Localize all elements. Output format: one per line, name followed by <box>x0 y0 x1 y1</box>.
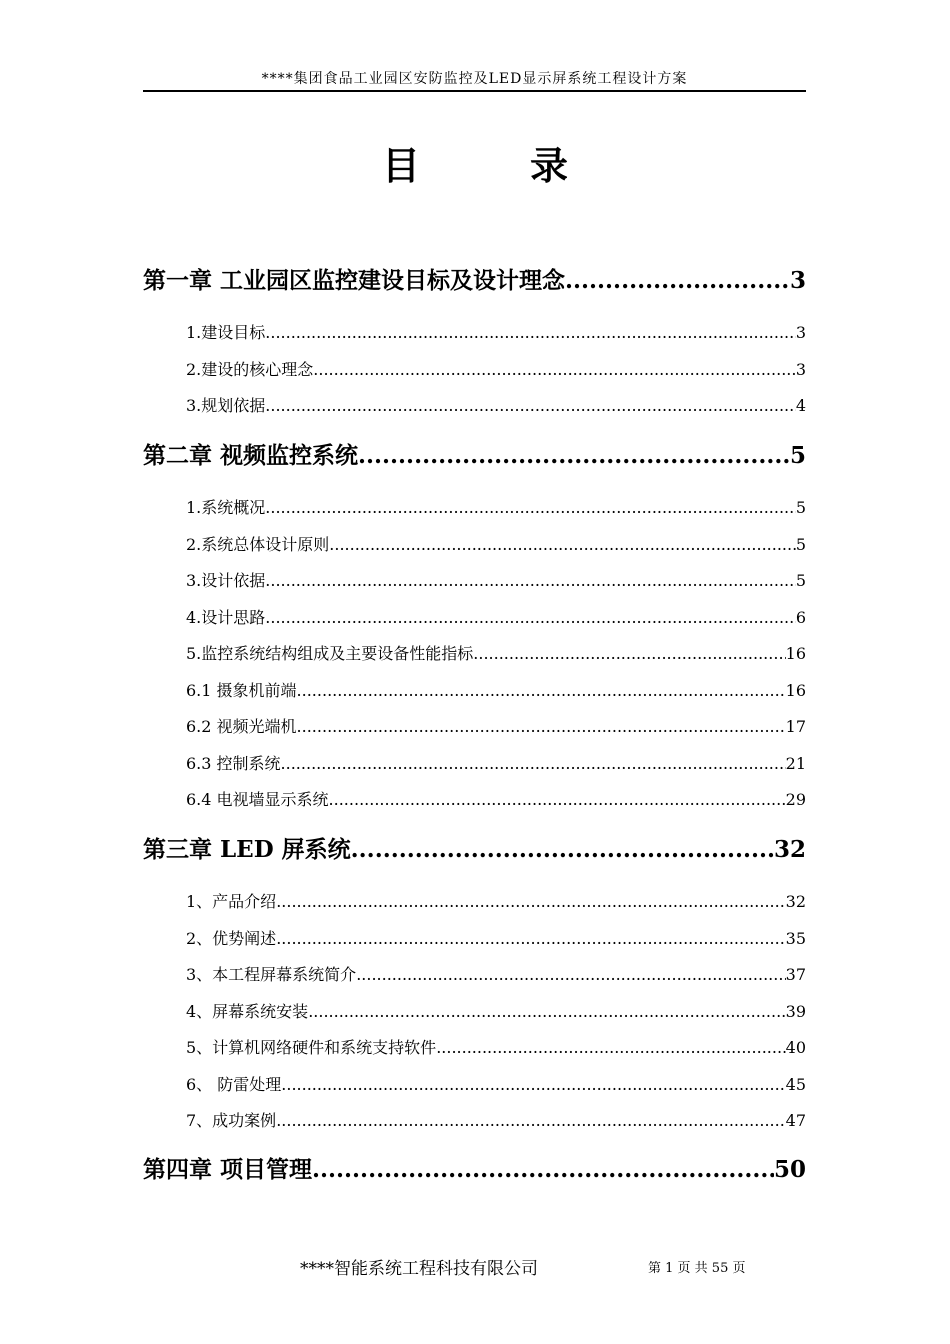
leader-dots <box>297 678 786 704</box>
toc-entry-page: 45 <box>785 1075 806 1094</box>
toc-entry-page: 3 <box>789 267 806 294</box>
toc-entry-label: 1、产品介绍 <box>186 892 277 911</box>
toc-section-3-6[interactable] <box>186 1072 806 1098</box>
leader-dots <box>265 320 796 346</box>
toc-entry-label: 6.1 摄象机前端 <box>186 681 297 700</box>
toc-entry-page: 29 <box>785 790 806 809</box>
toc-entry-page: 4 <box>795 396 806 415</box>
leader-dots <box>281 751 786 777</box>
toc-entry-label: 3.规划依据 <box>186 396 266 415</box>
toc-section-2-7[interactable] <box>186 714 806 740</box>
toc-entry-page: 32 <box>773 836 806 863</box>
toc-section-1-3[interactable] <box>186 393 806 419</box>
toc-entry-page: 5 <box>789 442 806 469</box>
toc-chapter-1[interactable] <box>143 264 806 298</box>
toc-section-1-1[interactable] <box>186 320 806 346</box>
toc-section-2-1[interactable] <box>186 495 806 521</box>
toc-section-3-5[interactable] <box>186 1035 806 1061</box>
leader-dots <box>358 439 790 473</box>
toc-entry-page: 35 <box>785 929 806 948</box>
leader-dots <box>265 605 796 631</box>
running-header: ****集团食品工业园区安防监控及LED显示屏系统工程设计方案 <box>261 71 688 87</box>
leader-dots <box>276 926 785 952</box>
toc-section-2-4[interactable] <box>186 605 806 631</box>
toc-entry-label: 2.建设的核心理念 <box>186 360 314 379</box>
footer-company: ****智能系统工程科技有限公司 <box>300 1259 538 1279</box>
toc-section-1-2[interactable] <box>186 357 806 383</box>
toc-entry-page: 21 <box>785 754 806 773</box>
toc-entry-page: 6 <box>795 608 806 627</box>
leader-dots <box>265 393 796 419</box>
toc-entry-label: 6.3 控制系统 <box>186 754 281 773</box>
toc-section-2-5[interactable] <box>186 641 806 667</box>
toc-chapter-4[interactable] <box>143 1153 806 1187</box>
toc-entry-label: 第三章 LED 屏系统 <box>143 836 351 863</box>
toc-title-char-2: 录 <box>530 143 569 188</box>
toc-entry-label: 2、优势阐述 <box>186 929 277 948</box>
toc-entry-label: 第四章 项目管理 <box>143 1156 313 1183</box>
leader-dots <box>297 714 786 740</box>
footer-page-number: 第 1 页 共 55 页 <box>648 1261 746 1276</box>
toc-entry-label: 5.监控系统结构组成及主要设备性能指标 <box>186 644 474 663</box>
toc-entry-page: 39 <box>785 1002 806 1021</box>
toc-entry-page: 37 <box>785 965 806 984</box>
toc-entry-page: 3 <box>795 323 806 342</box>
toc-entry-page: 5 <box>795 498 806 517</box>
toc-entry-page: 32 <box>785 892 806 911</box>
toc-entry-label: 5、计算机网络硬件和系统支持软件 <box>186 1038 437 1057</box>
toc-entry-page: 17 <box>785 717 806 736</box>
toc-entry-label: 3.设计依据 <box>186 571 266 590</box>
toc-entry-page: 16 <box>785 681 806 700</box>
toc-section-3-3[interactable] <box>186 962 806 988</box>
toc-entry-label: 6.4 电视墙显示系统 <box>186 790 329 809</box>
toc-section-2-9[interactable] <box>186 787 806 813</box>
leader-dots <box>329 787 786 813</box>
toc-entry-label: 6.2 视频光端机 <box>186 717 297 736</box>
leader-dots <box>276 889 785 915</box>
toc-section-3-2[interactable] <box>186 926 806 952</box>
toc-entry-label: 4.设计思路 <box>186 608 266 627</box>
leader-dots <box>265 568 796 594</box>
toc-title <box>0 135 950 190</box>
leader-dots <box>565 264 790 298</box>
toc-entry-label: 2.系统总体设计原则 <box>186 535 330 554</box>
toc-entry-page: 40 <box>785 1038 806 1057</box>
toc-entry-label: 1.系统概况 <box>186 498 266 517</box>
leader-dots <box>265 495 796 521</box>
leader-dots <box>312 1153 774 1187</box>
toc-section-2-8[interactable] <box>186 751 806 777</box>
toc-entry-label: 3、本工程屏幕系统简介 <box>186 965 357 984</box>
toc-entry-page: 16 <box>785 644 806 663</box>
toc-title-char-1: 目 <box>381 143 420 188</box>
leader-dots <box>436 1035 785 1061</box>
leader-dots <box>329 532 796 558</box>
header-rule <box>143 90 806 92</box>
leader-dots <box>356 962 785 988</box>
toc-entry-label: 4、屏幕系统安装 <box>186 1002 309 1021</box>
toc-entry-label: 6、 防雷处理 <box>186 1075 282 1094</box>
leader-dots <box>351 833 774 867</box>
toc-section-2-6[interactable] <box>186 678 806 704</box>
toc-entry-page: 5 <box>795 571 806 590</box>
toc-entry-label: 1.建设目标 <box>186 323 266 342</box>
toc-entry-label: 第二章 视频监控系统 <box>143 442 359 469</box>
toc-entry-page: 47 <box>785 1111 806 1130</box>
leader-dots <box>281 1072 785 1098</box>
toc-section-3-1[interactable] <box>186 889 806 915</box>
toc-chapter-3[interactable] <box>143 833 806 867</box>
toc-section-3-4[interactable] <box>186 999 806 1025</box>
leader-dots <box>473 641 785 667</box>
toc-section-3-7[interactable] <box>186 1108 806 1134</box>
toc-entry-label: 第一章 工业园区监控建设目标及设计理念 <box>143 267 566 294</box>
toc-section-2-3[interactable] <box>186 568 806 594</box>
toc-entry-page: 3 <box>795 360 806 379</box>
toc-chapter-2[interactable] <box>143 439 806 473</box>
toc-entry-label: 7、成功案例 <box>186 1111 277 1130</box>
leader-dots <box>308 999 785 1025</box>
leader-dots <box>313 357 796 383</box>
toc-entry-page: 5 <box>795 535 806 554</box>
toc-entry-page: 50 <box>773 1156 806 1183</box>
leader-dots <box>276 1108 785 1134</box>
toc-section-2-2[interactable] <box>186 532 806 558</box>
